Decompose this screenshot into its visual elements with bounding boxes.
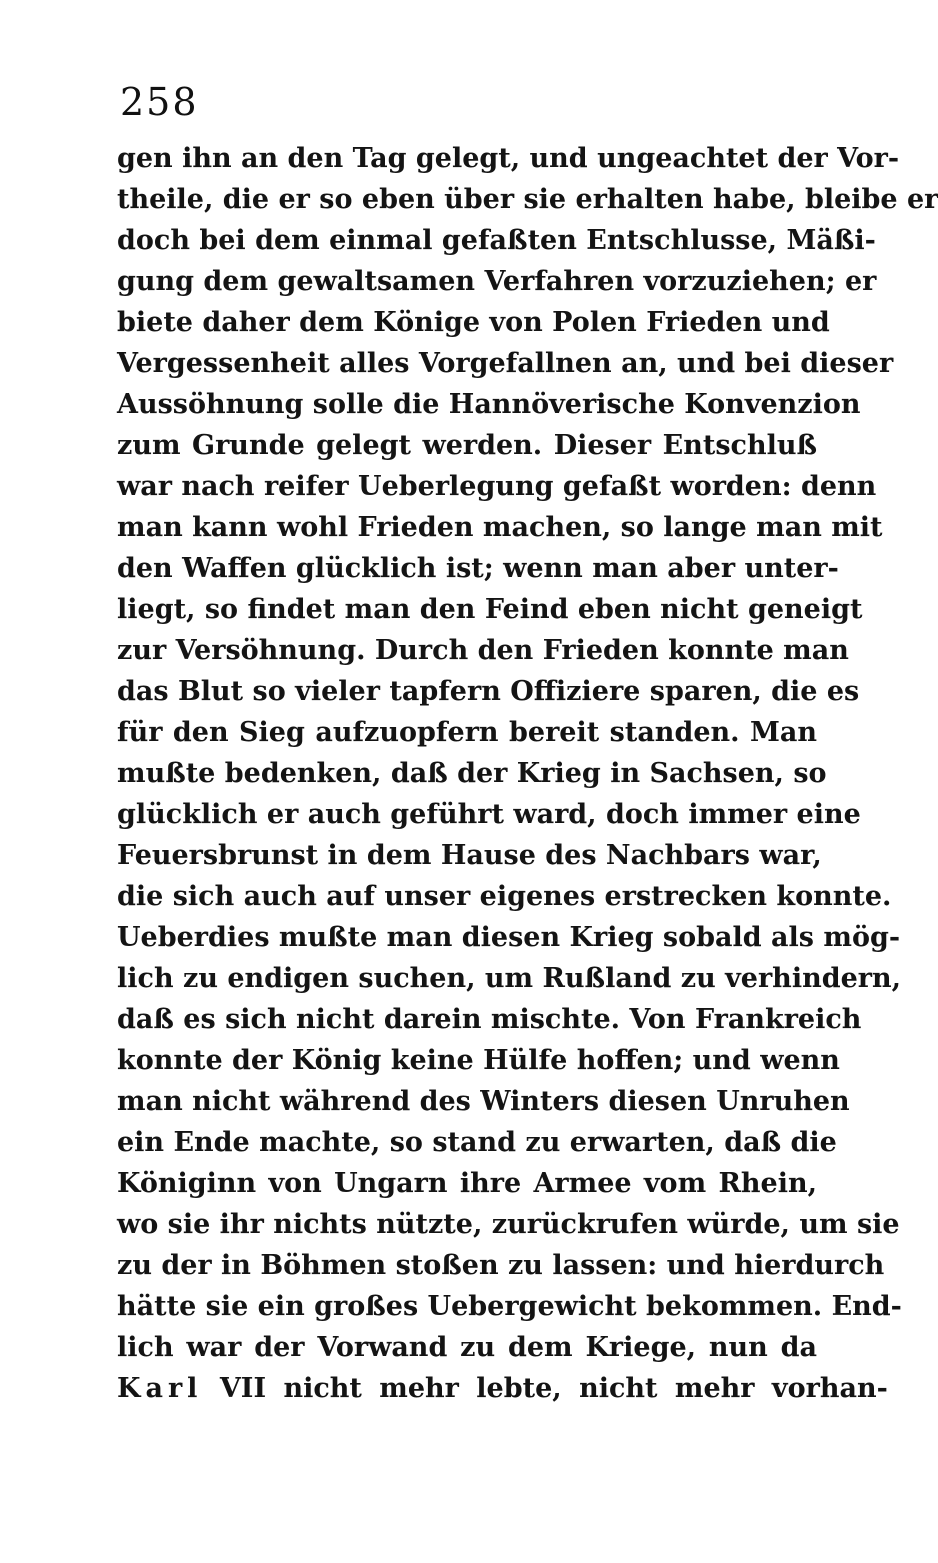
text-line: biete daher dem Könige von Polen Frieden und: [117, 307, 830, 338]
text-line: man kann wohl Frieden machen, so lange man mit: [117, 512, 883, 543]
text-line: wo sie ihr nichts nützte, zurückrufen würde, um sie: [117, 1209, 900, 1240]
text-line: ein Ende machte, so stand zu erwarten, daß die: [117, 1127, 837, 1158]
text-line: konnte der König keine Hülfe hoffen; und wenn: [117, 1045, 840, 1076]
text-line: zu der in Böhmen stoßen zu lassen: und hierdurch: [117, 1250, 885, 1281]
text-line: theile, die er so eben über sie erhalten habe, bleibe er: [117, 184, 938, 215]
text-line: lich war der Vorwand zu dem Kriege, nun da: [117, 1332, 817, 1363]
text-line: zur Versöhnung. Durch den Frieden konnte man: [117, 635, 849, 666]
text-line: Aussöhnung solle die Hannöverische Konvenzion: [117, 389, 861, 420]
emphasized-name: Karl: [117, 1373, 203, 1404]
text-line: die sich auch auf unser eigenes erstrecken konnte.: [117, 881, 892, 912]
text-line: hätte sie ein großes Uebergewicht bekommen. End-: [117, 1291, 902, 1322]
text-line: das Blut so vieler tapfern Offiziere sparen, die es: [117, 676, 860, 707]
text-line: lich zu endigen suchen, um Rußland zu verhindern,: [117, 963, 902, 994]
final-line-rest: VII nicht mehr lebte, nicht mehr vorhan-: [219, 1373, 888, 1404]
text-line: daß es sich nicht darein mischte. Von Frankreich: [117, 1004, 862, 1035]
text-line-final: [117, 1368, 888, 1409]
text-line: glücklich er auch geführt ward, doch immer eine: [117, 799, 861, 830]
text-line: mußte bedenken, daß der Krieg in Sachsen, so: [117, 758, 827, 789]
text-line: Königinn von Ungarn ihre Armee vom Rhein,: [117, 1168, 817, 1199]
text-line: gen ihn an den Tag gelegt, und ungeachtet der Vor-: [117, 143, 900, 174]
text-line: den Waffen glücklich ist; wenn man aber unter-: [117, 553, 839, 584]
body-text: [117, 138, 938, 1409]
text-line: zum Grunde gelegt werden. Dieser Entschluß: [117, 430, 817, 461]
text-line: für den Sieg aufzuopfern bereit standen. Man: [117, 717, 817, 748]
page-number: 258: [120, 80, 199, 124]
text-line: war nach reifer Ueberlegung gefaßt worden: denn: [117, 471, 877, 502]
text-line: Feuersbrunst in dem Hause des Nachbars war,: [117, 840, 822, 871]
text-line: man nicht während des Winters diesen Unruhen: [117, 1086, 850, 1117]
text-line: Ueberdies mußte man diesen Krieg sobald als mög-: [117, 922, 901, 953]
text-line: Vergessenheit alles Vorgefallnen an, und bei dieser: [117, 348, 894, 379]
text-line: doch bei dem einmal gefaßten Entschlusse, Mäßi-: [117, 225, 876, 256]
text-line: gung dem gewaltsamen Verfahren vorzuziehen; er: [117, 266, 877, 297]
text-line: liegt, so findet man den Feind eben nicht geneigt: [117, 594, 863, 625]
